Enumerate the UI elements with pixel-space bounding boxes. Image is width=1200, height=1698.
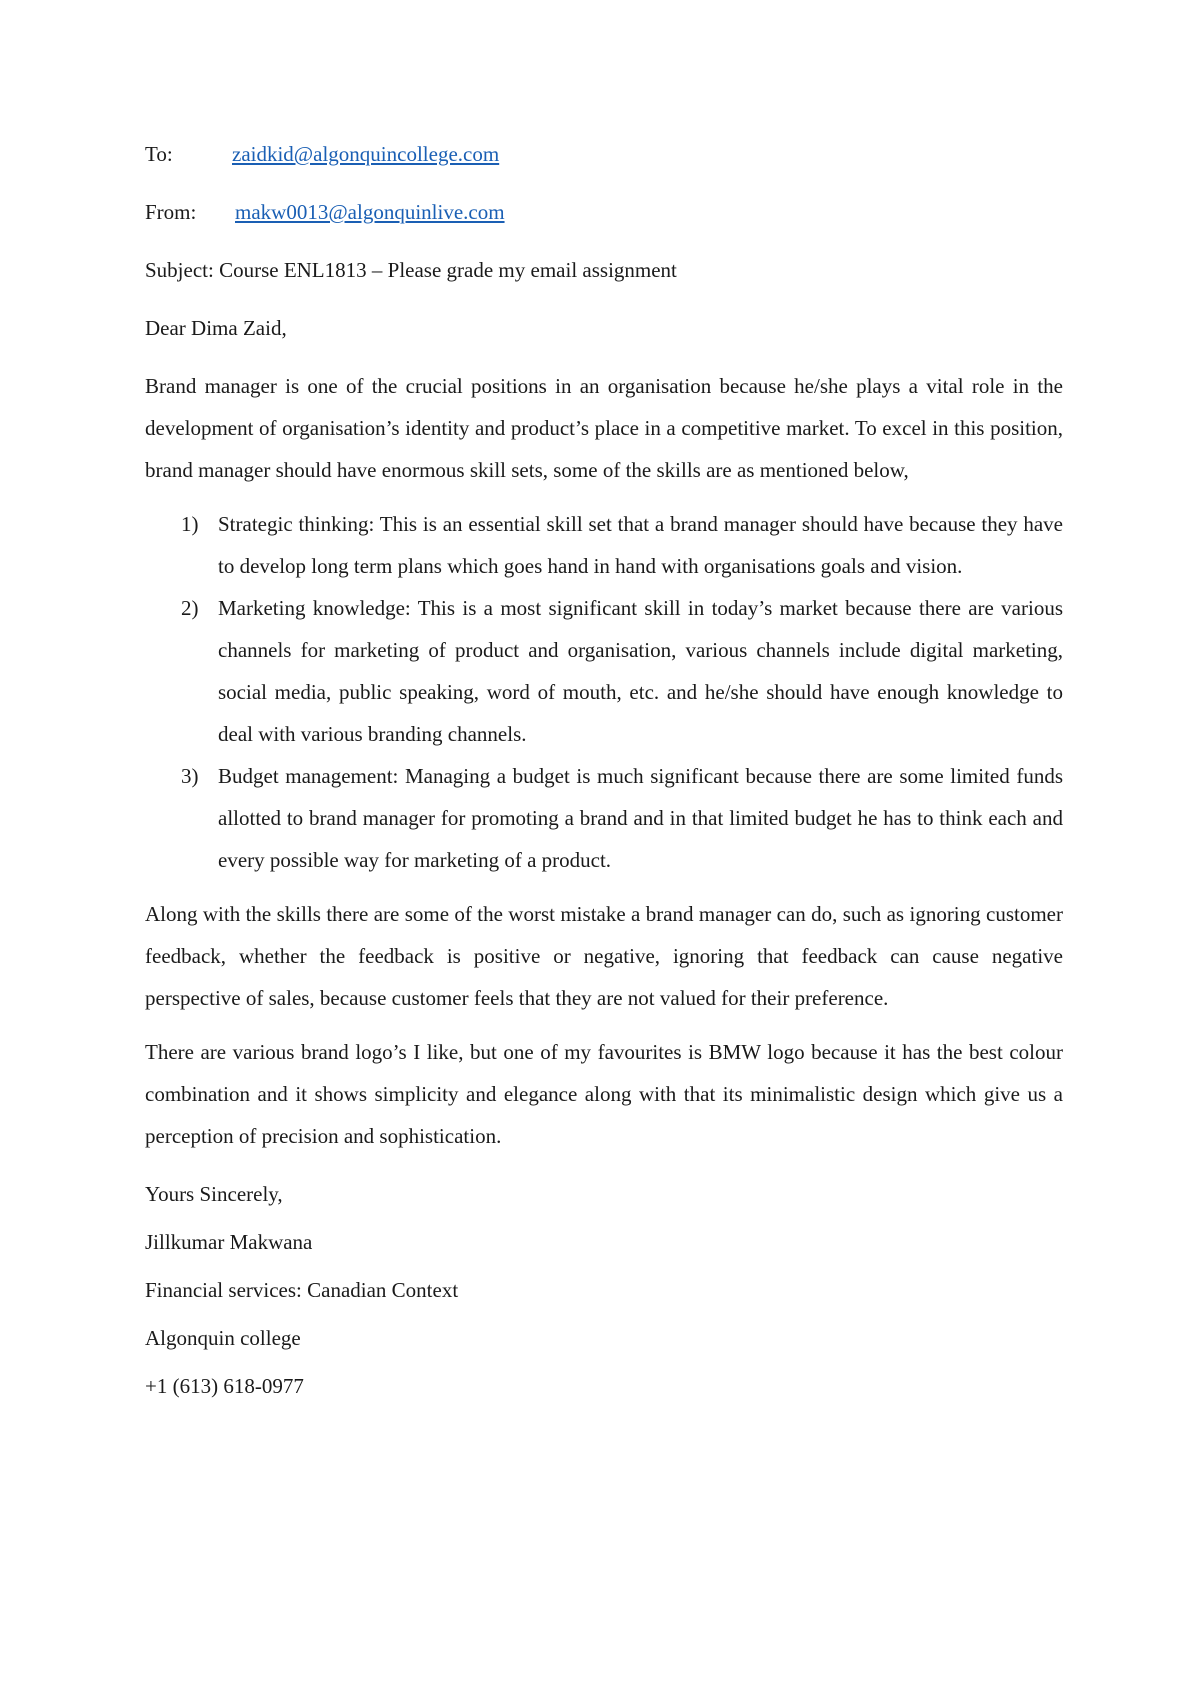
- list-item: [145, 503, 1063, 587]
- intro-paragraph: Brand manager is one of the crucial positions in an organisation because he/she plays a vital role in the development of organisation’s identity and product’s place in a competitive market. To excel in this position, brand manager should have enormous skill sets, some of the skills are as mentioned below,: [145, 374, 1063, 482]
- to-line: [145, 140, 1063, 168]
- email-document: [145, 140, 1063, 1400]
- from-line: [145, 198, 1063, 226]
- signature-block: [145, 1180, 1063, 1400]
- list-item: [145, 755, 1063, 881]
- to-label: To:: [145, 142, 173, 166]
- list-item-text: Marketing knowledge: This is a most significant skill in today’s market because there are various channels for marketing of product and organisation, various channels include digital marketing, social media, public speaking, word of mouth, etc. and he/she should have enough knowledge to deal with various branding channels.: [218, 596, 1063, 746]
- list-item-text: Budget management: Managing a budget is much significant because there are some limited funds allotted to brand manager for promoting a brand and in that limited budget he has to think each and every possible way for marketing of a product.: [218, 764, 1063, 872]
- list-item-text: Strategic thinking: This is an essential skill set that a brand manager should have because they have to develop long term plans which goes hand in hand with organisations goals and vision.: [218, 512, 1063, 578]
- to-email-link[interactable]: zaidkid@algonquincollege.com: [232, 142, 500, 166]
- skills-list: [145, 503, 1063, 881]
- list-item: [145, 587, 1063, 755]
- sender-program: Financial services: Canadian Context: [145, 1278, 459, 1302]
- closing: Yours Sincerely,: [145, 1182, 283, 1206]
- logo-paragraph: There are various brand logo’s I like, but one of my favourites is BMW logo because it has the best colour combination and it shows simplicity and elegance along with that its minimalistic design which give us a perception of precision and sophistication.: [145, 1040, 1063, 1148]
- sender-name: Jillkumar Makwana: [145, 1230, 313, 1254]
- list-item-number: 1): [181, 512, 199, 536]
- greeting: Dear Dima Zaid,: [145, 316, 287, 340]
- list-item-number: 3): [181, 764, 199, 788]
- from-email-link[interactable]: makw0013@algonquinlive.com: [235, 200, 505, 224]
- mistakes-paragraph: Along with the skills there are some of the worst mistake a brand manager can do, such as ignoring customer feedback, whether the feedback is positive or negative, ignoring that feedback can cause negative perspective of sales, because customer feels that they are not valued for their preference.: [145, 902, 1063, 1010]
- from-label: From:: [145, 200, 197, 224]
- sender-phone: +1 (613) 618-0977: [145, 1374, 304, 1398]
- sender-college: Algonquin college: [145, 1326, 301, 1350]
- list-item-number: 2): [181, 596, 199, 620]
- subject-line: Subject: Course ENL1813 – Please grade my email assignment: [145, 258, 677, 282]
